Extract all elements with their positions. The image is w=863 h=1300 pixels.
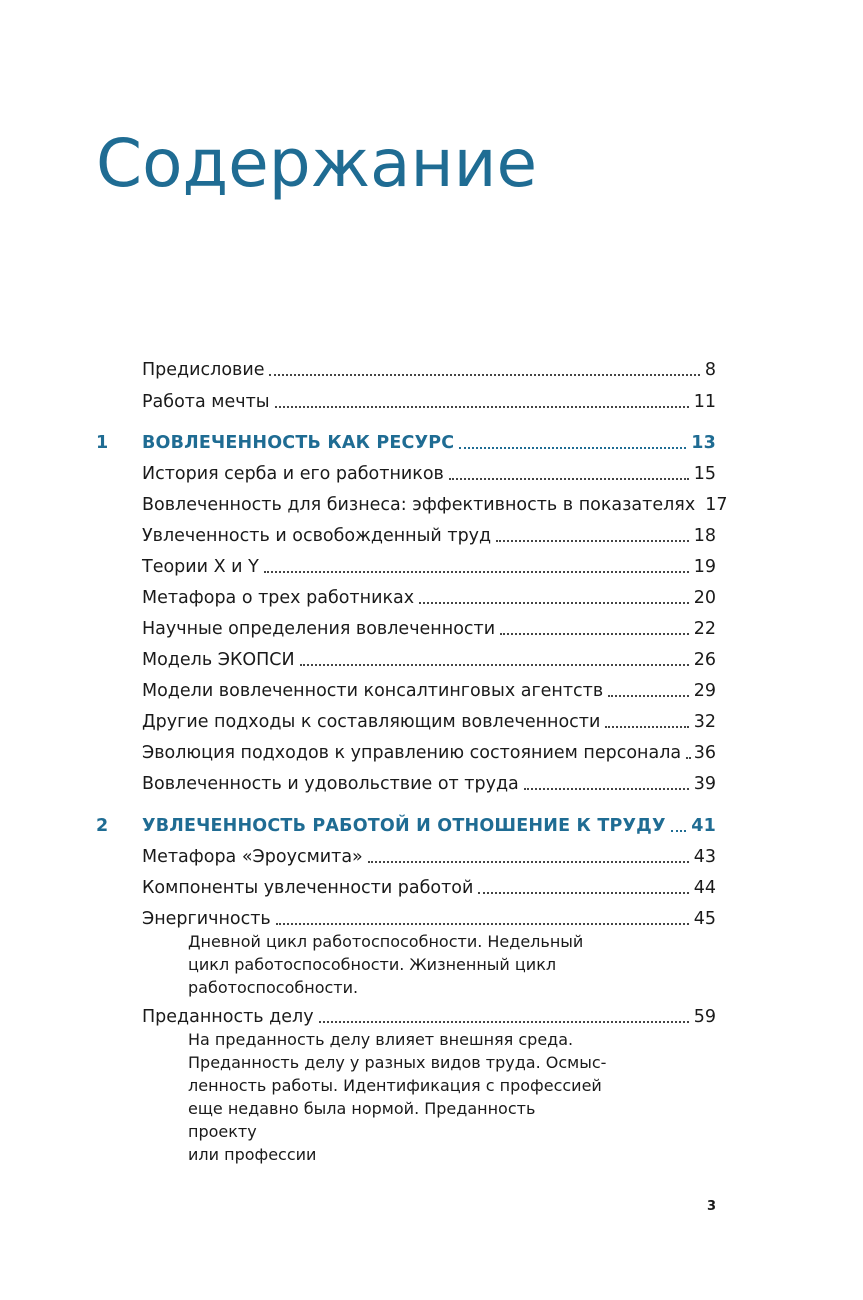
dot-leader [608,694,689,697]
dot-leader [276,922,689,925]
toc-entry-title: Научные определения вовлеченности [142,619,496,639]
toc-entry-page: 18 [693,526,716,546]
toc-entry-title: Эволюция подходов к управлению состоянием персонала [142,743,682,763]
toc-entry[interactable] [142,615,716,643]
toc-chapter-1[interactable] [142,429,716,457]
toc-entry[interactable] [142,584,716,612]
toc-entry[interactable] [142,646,716,674]
page-number: 3 [706,1199,716,1214]
toc-entry-title: Компоненты увлеченности работой [142,878,474,898]
dot-leader [300,663,689,666]
toc-entry-page: 44 [693,878,716,898]
toc-entry-dream-job[interactable] [142,388,716,416]
toc-entry-page: 59 [693,1007,716,1027]
toc-entry[interactable] [142,522,716,550]
toc-entry-page: 36 [693,743,716,763]
toc-entry-title: Вовлеченность для бизнеса: эффективность в показателях [142,495,696,515]
dot-leader [500,632,689,635]
toc-entry[interactable] [142,843,716,871]
dot-leader [605,725,688,728]
toc-entry[interactable] [142,770,716,798]
dot-leader [671,829,687,832]
toc-entry-page: 29 [693,681,716,701]
toc-entry-page: 22 [693,619,716,639]
toc-entry-title: Модели вовлеченности консалтинговых агентств [142,681,604,701]
toc-entry-description: На преданность делу влияет внешняя среда. Преданность делу у разных видов труда. Осмыс- ленность работы. Идентификация с профессией еще недавно была нормой. Преданность проекту или профессии [188,1030,607,1164]
toc-entry-page: 15 [693,464,716,484]
toc-entry-page: 45 [693,909,716,929]
toc-entry-title: Вовлеченность и удовольствие от труда [142,774,519,794]
toc-entry-page: 20 [693,588,716,608]
toc-entry-page: 11 [693,392,716,412]
toc-entry-preface[interactable] [142,356,716,384]
toc-entry-page: 41 [691,816,716,836]
toc-entry-page: 17 [705,495,728,515]
toc-entry-title: Энергичность [142,909,271,929]
toc-entry-title: Другие подходы к составляющим вовлеченности [142,712,601,732]
toc-chapter-title: УВЛЕЧЕННОСТЬ РАБОТОЙ И ОТНОШЕНИЕ К ТРУДУ [142,816,666,836]
toc-entry[interactable] [142,460,716,488]
dot-leader [496,539,689,542]
toc-entry[interactable] [142,553,716,581]
chapter-number: 1 [96,433,109,453]
toc-entry[interactable] [142,491,728,519]
toc-entry-page: 19 [693,557,716,577]
dot-leader [459,446,686,449]
toc-chapter-title: ВОВЛЕЧЕННОСТЬ КАК РЕСУРС [142,433,455,453]
toc-entry-page: 32 [693,712,716,732]
toc-entry-title: Предисловие [142,360,265,380]
toc-entry-page: 26 [693,650,716,670]
toc-entry[interactable] [142,1003,716,1031]
toc-entry-page: 39 [693,774,716,794]
toc-chapter-2[interactable] [142,812,716,840]
toc-entry-title: Преданность делу [142,1007,314,1027]
chapter-number: 2 [96,816,109,836]
toc-entry-title: Модель ЭКОПСИ [142,650,295,670]
dot-leader [269,373,699,376]
dot-leader [449,477,689,480]
toc-entry-page: 8 [704,360,716,380]
dot-leader [275,405,689,408]
toc-entry-page: 43 [693,847,716,867]
dot-leader [319,1020,689,1023]
toc-entry[interactable] [142,874,716,902]
dot-leader [478,891,688,894]
toc-entry-title: Работа мечты [142,392,270,412]
toc-entry[interactable] [142,905,716,933]
toc-entry-title: Теории X и Y [142,557,259,577]
dot-leader [686,756,689,759]
dot-leader [368,860,689,863]
toc-entry[interactable] [142,739,716,767]
toc-entry-title: Увлеченность и освобожденный труд [142,526,492,546]
dot-leader [524,787,689,790]
page-title: Содержание [96,125,538,202]
toc-entry-title: Метафора «Эроусмита» [142,847,363,867]
dot-leader [419,601,689,604]
toc-entry-description: Дневной цикл работоспособности. Недельный цикл работоспособности. Жизненный цикл работоспособности. [188,932,584,997]
toc-entry[interactable] [142,677,716,705]
toc-entry-title: История серба и его работников [142,464,444,484]
toc-entry[interactable] [142,708,716,736]
toc-entry-page: 13 [691,433,716,453]
toc-entry-title: Метафора о трех работниках [142,588,415,608]
dot-leader [264,570,689,573]
